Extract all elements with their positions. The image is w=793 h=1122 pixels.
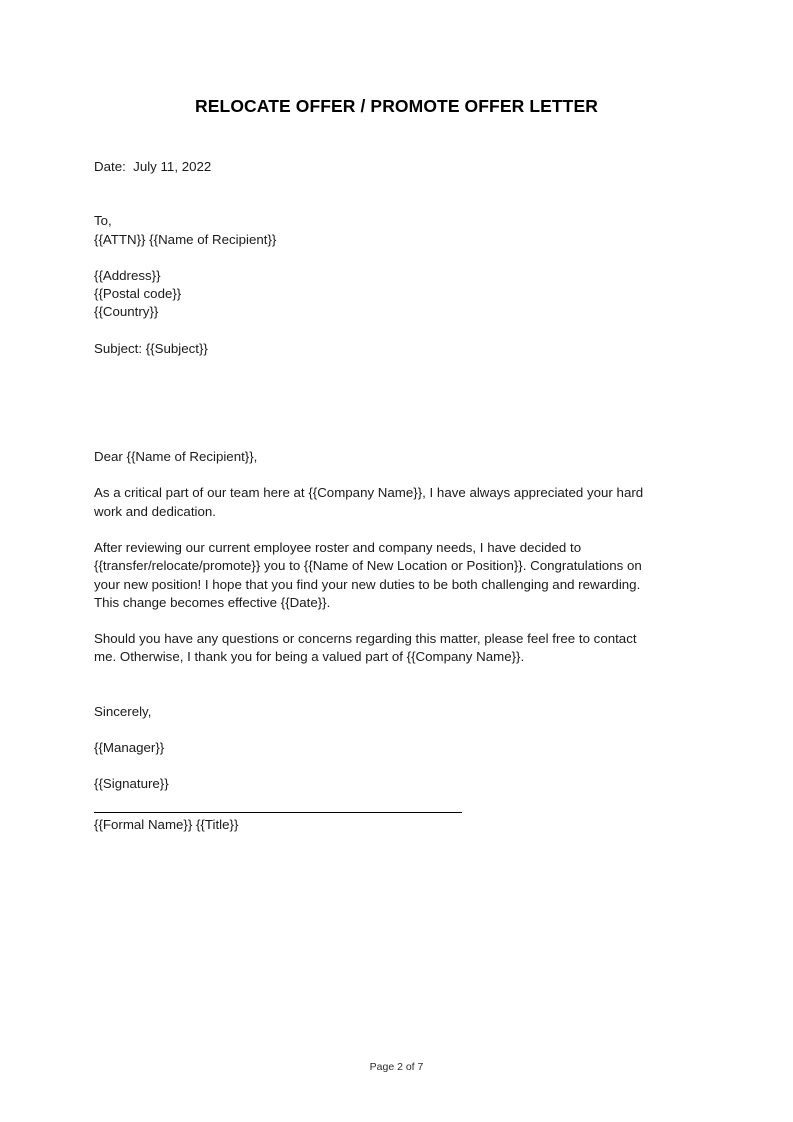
formal-name-title: {{Formal Name}} {{Title}} [94, 816, 239, 832]
spacer-before-manager [94, 721, 646, 739]
spacer-before-subject [94, 322, 646, 340]
spacer-before-salutation [94, 358, 646, 430]
signature-placeholder: {{Signature}} [94, 776, 169, 792]
recipient-attn-line: {{ATTN}} {{Name of Recipient}} [94, 231, 277, 247]
recipient-to-label: To, [94, 213, 112, 229]
closing-block [94, 703, 646, 834]
spacer-before-para-1 [94, 466, 646, 484]
spacer-before-salutation-extra [94, 430, 646, 448]
spacer-before-closing [94, 667, 646, 703]
recipient-address: {{Address}} [94, 267, 161, 283]
page-title: RELOCATE OFFER / PROMOTE OFFER LETTER [195, 96, 598, 116]
spacer-before-para-2 [94, 521, 646, 539]
body-paragraph-3: Should you have any questions or concerns regarding this matter, please feel free to contact me. Otherwise, I thank you for being a valued part of {{Company Name}}. [94, 631, 637, 665]
spacer-before-para-3 [94, 612, 646, 630]
manager-placeholder: {{Manager}} [94, 740, 165, 756]
body-paragraph-2: After reviewing our current employee roster and company needs, I have decided to {{transfer/relocate/promote}} you to {{Name of New Location or Position}}. Congratulations on your new position! I hope that you find your new duties to be both challenging and rewarding. This change becomes effective {{Date}}. [94, 539, 642, 610]
spacer-before-signature [94, 757, 646, 775]
valediction: Sincerely, [94, 703, 152, 719]
page-footer: Page 2 of 7 [369, 1061, 424, 1073]
subject-line: Subject: {{Subject}} [94, 340, 208, 356]
recipient-block [94, 212, 646, 321]
spacer-after-date [94, 176, 646, 212]
spacer-before-signature-rule [94, 794, 646, 812]
salutation: Dear {{Name of Recipient}}, [94, 449, 258, 465]
spacer-recipient-gap [94, 249, 646, 267]
recipient-country: {{Country}} [94, 304, 159, 320]
signature-rule [94, 812, 462, 813]
date-line: Date: July 11, 2022 [94, 159, 212, 174]
body-paragraph-1: As a critical part of our team here at {{Company Name}}, I have always appreciated your hard work and dedication. [94, 485, 644, 519]
recipient-postal-code: {{Postal code}} [94, 286, 182, 302]
letter-body [94, 158, 646, 834]
